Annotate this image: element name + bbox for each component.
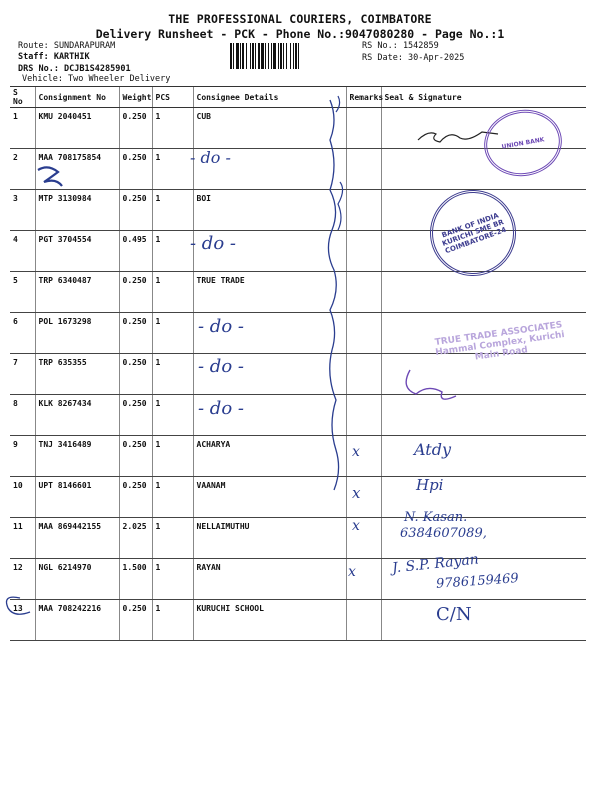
ditto-mark-row-8: - do - xyxy=(198,398,244,419)
cell-sno: 12 xyxy=(10,559,35,600)
cell-sno: 11 xyxy=(10,518,35,559)
cell-pcs: 1 xyxy=(152,272,193,313)
cell-cn: MAA 869442155 xyxy=(35,518,119,559)
ditto-mark-row-4: - do - xyxy=(190,233,236,254)
cell-consignee: ACHARYA xyxy=(193,436,346,477)
cell-cn: MAA 708242216 xyxy=(35,600,119,641)
cell-pcs: 1 xyxy=(152,149,193,190)
cell-sno: 10 xyxy=(10,477,35,518)
ditto-mark-row-7: - do - xyxy=(198,356,244,377)
signature-nellaimuthu-name: N. Kasan. xyxy=(404,510,468,525)
cell-wt: 0.250 xyxy=(119,395,152,436)
cell-consignee: TRUE TRADE xyxy=(193,272,346,313)
cell-wt: 0.250 xyxy=(119,477,152,518)
cell-sno: 9 xyxy=(10,436,35,477)
staff-label: Staff: KARTHIK xyxy=(18,52,90,62)
cell-consignee: RAYAN xyxy=(193,559,346,600)
rs-date: RS Date: 30-Apr-2025 xyxy=(362,53,465,63)
ditto-mark-row-2: - do - xyxy=(190,148,231,167)
cell-sno: 7 xyxy=(10,354,35,395)
route-label: Route: SUNDARAPURAM xyxy=(18,41,116,51)
cell-consignee: KURUCHI SCHOOL xyxy=(193,600,346,641)
union-bank-seal: UNION BANK xyxy=(479,104,567,183)
cell-cn: MTP 3130984 xyxy=(35,190,119,231)
cell-cn: MAA 708175854 xyxy=(35,149,119,190)
column-header: Weight xyxy=(119,87,152,108)
cell-sno: 5 xyxy=(10,272,35,313)
cell-sno: 2 xyxy=(10,149,35,190)
cell-wt: 0.250 xyxy=(119,108,152,149)
cell-pcs: 1 xyxy=(152,436,193,477)
signature-rayan: J. S.P. Rayan xyxy=(391,551,480,577)
ditto-mark-row-6: - do - xyxy=(198,316,244,337)
cell-cn: KMU 2040451 xyxy=(35,108,119,149)
circle-sno-13 xyxy=(7,597,31,614)
true-trade-seal: TRUE TRADE ASSOCIATES Hammal Complex, Kurichi Main Road xyxy=(434,320,566,363)
cell-sno: 1 xyxy=(10,108,35,149)
cell-pcs: 1 xyxy=(152,313,193,354)
vehicle-label: Vehicle: Two Wheeler Delivery xyxy=(22,74,171,84)
cell-wt: 0.250 xyxy=(119,313,152,354)
column-header: Remarks xyxy=(346,87,381,108)
cell-pcs: 1 xyxy=(152,600,193,641)
cell-consignee: NELLAIMUTHU xyxy=(193,518,346,559)
cell-cn: TNJ 3416489 xyxy=(35,436,119,477)
cell-cn: TRP 6340487 xyxy=(35,272,119,313)
cell-wt: 2.025 xyxy=(119,518,152,559)
cell-cn: PGT 3704554 xyxy=(35,231,119,272)
cell-cn: UPT 8146601 xyxy=(35,477,119,518)
cell-sno: 4 xyxy=(10,231,35,272)
column-header: S No xyxy=(10,87,35,108)
cell-wt: 0.250 xyxy=(119,272,152,313)
column-header: Consignee Details xyxy=(193,87,346,108)
cell-consignee: BOI xyxy=(193,190,346,231)
column-header: Seal & Signature xyxy=(381,87,586,108)
column-header: Consignment No xyxy=(35,87,119,108)
cell-pcs: 1 xyxy=(152,559,193,600)
cell-pcs: 1 xyxy=(152,395,193,436)
ink-scribble-row2 xyxy=(38,167,62,186)
cell-wt: 0.250 xyxy=(119,190,152,231)
cell-cn: TRP 635355 xyxy=(35,354,119,395)
cell-wt: 0.495 xyxy=(119,231,152,272)
signature-nellaimuthu-phone: 6384607089, xyxy=(400,526,487,541)
runsheet-subtitle: Delivery Runsheet - PCK - Phone No.:9047080280 - Page No.:1 xyxy=(95,27,505,41)
cell-pcs: 1 xyxy=(152,477,193,518)
column-header: PCS xyxy=(152,87,193,108)
cell-sno: 8 xyxy=(10,395,35,436)
cell-pcs: 1 xyxy=(152,231,193,272)
cell-pcs: 1 xyxy=(152,108,193,149)
cell-consignee: VAANAM xyxy=(193,477,346,518)
signature-kuruchi: C/N xyxy=(436,604,472,625)
cell-pcs: 1 xyxy=(152,190,193,231)
cell-consignee: CUB xyxy=(193,108,346,149)
cell-sno: 13 xyxy=(10,600,35,641)
remark-mark-row-12: x xyxy=(348,564,356,580)
cell-wt: 0.250 xyxy=(119,354,152,395)
cell-pcs: 1 xyxy=(152,518,193,559)
cell-pcs: 1 xyxy=(152,354,193,395)
signature-vaanam: Hpi xyxy=(416,476,444,494)
bank-of-india-seal: BANK OF INDIA KURICHI SME BR COIMBATORE-24 xyxy=(418,178,528,288)
signature-rayan-phone: 9786159469 xyxy=(435,571,520,592)
cell-sno: 3 xyxy=(10,190,35,231)
remarks-bracket-1 xyxy=(328,100,338,490)
remarks-bracket-2 xyxy=(336,96,343,230)
cell-sno: 6 xyxy=(10,313,35,354)
cell-wt: 0.250 xyxy=(119,149,152,190)
cell-wt: 1.500 xyxy=(119,559,152,600)
drs-number: DRS No.: DCJB1S4285901 xyxy=(18,64,131,74)
cell-wt: 0.250 xyxy=(119,600,152,641)
remark-mark-row-10: x xyxy=(352,484,361,502)
cell-cn: NGL 6214970 xyxy=(35,559,119,600)
cell-wt: 0.250 xyxy=(119,436,152,477)
signature-acharya: Atdy xyxy=(414,440,451,459)
cell-cn: POL 1673298 xyxy=(35,313,119,354)
remark-mark-row-11: x xyxy=(352,518,360,534)
cell-cn: KLK 8267434 xyxy=(35,395,119,436)
company-title: THE PROFESSIONAL COURIERS, COIMBATORE xyxy=(168,12,432,26)
rs-number: RS No.: 1542859 xyxy=(362,41,439,51)
remark-mark-row-9: x xyxy=(352,444,360,460)
